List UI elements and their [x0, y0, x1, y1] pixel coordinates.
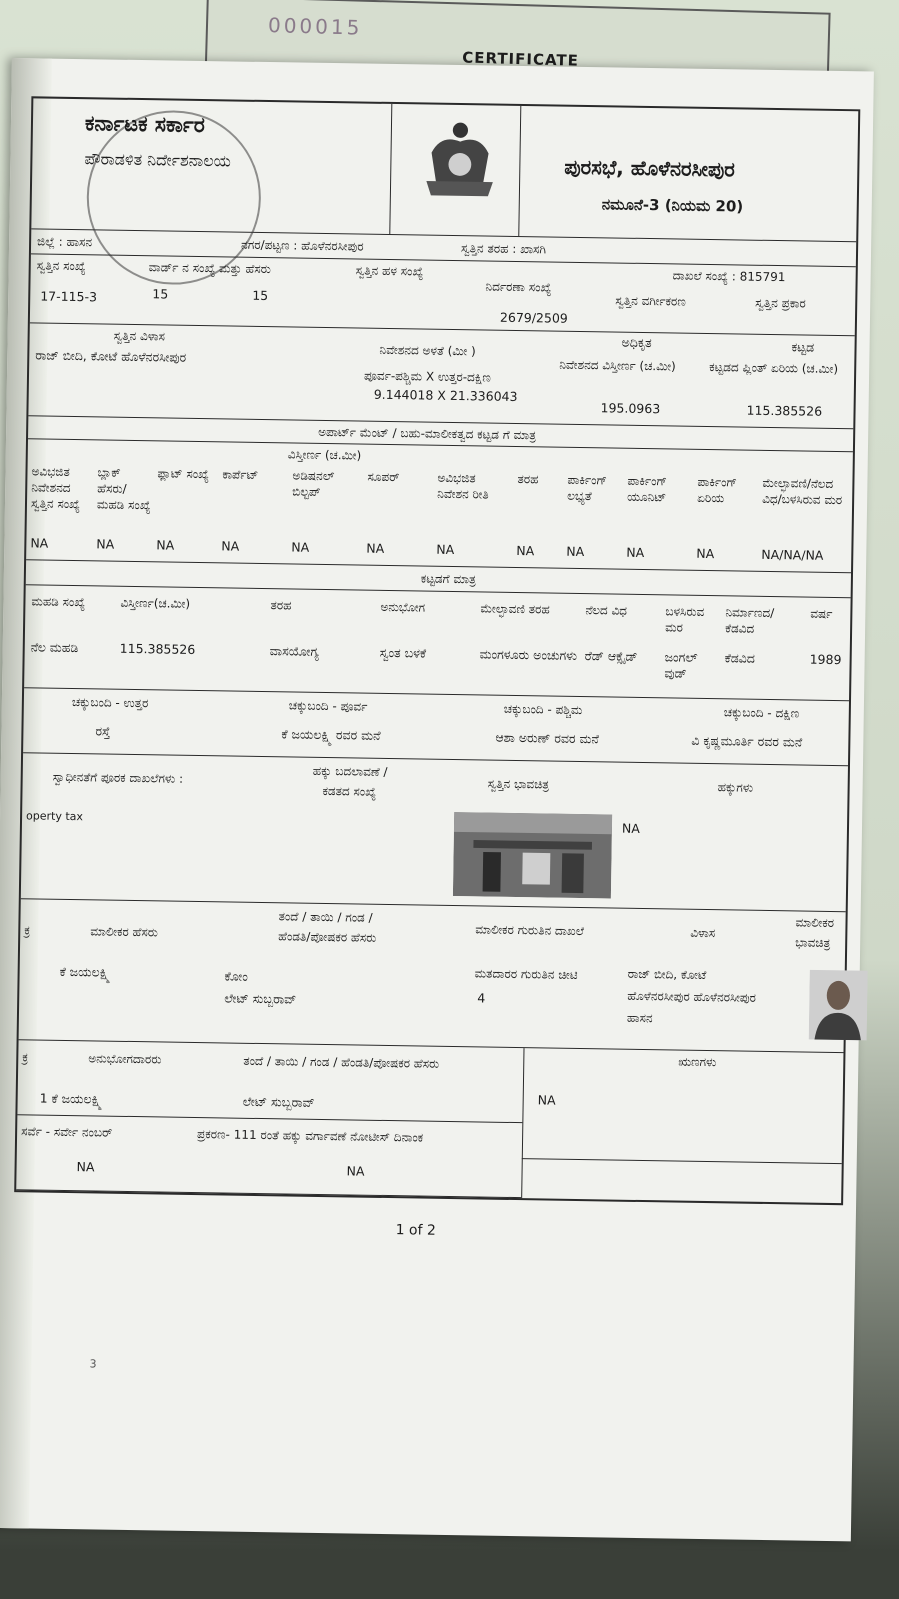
owner-id-label: ಮಾಲೀಕರ ಗುರುತಿನ ದಾಖಲೆ — [475, 922, 585, 939]
dims-direction: ಪೂರ್ವ-ಪಶ್ಚಿಮ X ಉತ್ತರ-ದಕ್ಷಿಣ — [363, 368, 491, 385]
municipality-name: ಪುರಸಭೆ, ಹೊಳೆನರಸೀಪುರ — [564, 154, 736, 182]
building-value-cell: ಕೆಡವಿದ — [724, 650, 756, 666]
ward-label: ವಾರ್ಡ್ ನ ಸಂಖ್ಯೆ ಮತ್ತು ಹೆಸರು — [148, 260, 271, 277]
building-header-cell: ಬಳಸಿರುವ ಮರ — [665, 604, 705, 635]
north-label: ಚಕ್ಕುಬಂದಿ - ಉತ್ತರ — [71, 695, 149, 711]
building-header-cell: ಅನುಭೋಗ — [380, 599, 426, 615]
building-header-cell: ತರಹ — [270, 598, 292, 613]
reg-no: 2679/2509 — [499, 309, 568, 326]
document-page — [0, 58, 874, 1541]
apartment-header-cell: ಅವಿಭಜಿತ ನಿವೇಶನ ರೀತಿ — [437, 470, 489, 502]
survey-value: NA — [76, 1159, 95, 1175]
south-value: ವಿ ಕೃಷ್ಣಮೂರ್ತಿ ರವರ ಮನೆ — [691, 732, 803, 750]
owner-row — [19, 899, 846, 1053]
building-value-cell: 115.385526 — [119, 640, 196, 657]
owner-name: ಕೆ ಜಯಲಕ್ಷ್ಮಿ — [59, 963, 111, 980]
notice-value: NA — [346, 1163, 365, 1179]
apartment-header-cell: ತರಹ — [517, 471, 539, 487]
record-no-label: ದಾಖಲೆ ಸಂಖ್ಯೆ : 815791 — [672, 268, 786, 285]
building-value-cell: ಮಂಗಳೂರು ಅಂಚುಗಳು — [479, 646, 578, 663]
area-group-label: ವಿಸ್ತೀರ್ಣ (ಚ.ಮೀ) — [287, 447, 362, 463]
property-no-label: ಸ್ವತ್ತಿನ ಸಂಖ್ಯೆ — [36, 258, 86, 274]
building-header-cell: ನೆಲದ ವಿಧ — [585, 603, 628, 618]
west-label: ಚಕ್ಕುಬಂದಿ - ಪಶ್ಚಿಮ — [503, 701, 583, 718]
notice-label: ಪ್ರಕರಣ- 111 ರಂತೆ ಹಕ್ಕು ವರ್ಗಾವಣೆ ನೋಟೀಸ್ ದಿನಾಂಕ — [197, 1127, 424, 1145]
apartment-header-cell: ಕಾರ್ಪೆಟ್ — [222, 467, 259, 482]
certificate-number-top: 000015 — [267, 13, 363, 40]
apartment-value-cell: NA — [366, 540, 385, 556]
survey-label: ಸರ್ವೆ - ಸರ್ವೇ ನಂಬರ್ — [21, 1124, 113, 1140]
header-row — [31, 98, 858, 242]
west-value: ಆಶಾ ಅರುಣ್ ರವರ ಮನೆ — [495, 729, 599, 747]
owner-relation-label-1: ತಂದೆ / ತಾಯಿ / ಗಂಡ / — [278, 909, 373, 925]
city-label: ನಗರ/ಪಟ್ಟಣ : ಹೊಳೆನರಸೀಪುರ — [240, 237, 364, 254]
certificate-title: CERTIFICATE — [461, 48, 580, 70]
apartment-header-cell: ಅಡಿಷನಲ್ ಬಿಲ್ಟಪ್ — [292, 468, 335, 499]
owner-photo-label-2: ಭಾವಚಿತ್ರ — [795, 935, 831, 950]
owner-id-doc: ಮತದಾರರ ಗುರುತಿನ ಚೀಟಿ — [474, 966, 578, 982]
building-header-cell: ಮೇಲ್ಛಾವಣಿ ತರಹ — [480, 601, 550, 617]
building-value-cell: ಜಂಗಲ್ ವುಡ್ — [664, 649, 698, 681]
owner-photo-label-1: ಮಾಲೀಕರ — [795, 915, 835, 931]
site-area-value: 195.0963 — [600, 400, 661, 417]
owner-address-2: ಹೊಳೆನರಸೀಪುರ ಹೊಳೆನರಸೀಪುರ — [627, 988, 757, 1005]
occupant-relation-label: ತಂದೆ / ತಾಯಿ / ಗಂಡ / ಹೆಂಡತಿ/ಪೋಷಕರ ಹೆಸರು — [243, 1053, 440, 1071]
owner-relation-prefix: ಕೋಂ — [224, 968, 248, 984]
apartment-value-cell: NA — [626, 544, 645, 560]
owner-sl-label: ಕ್ರ — [24, 923, 31, 938]
building-value-cell: ನೆಲ ಮಹಡಿ — [30, 639, 79, 656]
owner-relation-label-2: ಹೆಂಡತಿ/ಪೋಷಕರ ಹೆಸರು — [278, 929, 377, 945]
apartment-header-cell: ಪಾರ್ಕಿಂಗ್ ಯೂನಿಟ್ — [627, 473, 668, 505]
owner-relation-name: ಲೇಟ್ ಸುಬ್ಬರಾವ್ — [224, 990, 297, 1007]
property-photo — [453, 812, 612, 898]
apartment-section-title: ಅಪಾರ್ಟ್ ಮೆಂಟ್ / ಬಹು-ಮಾಲೀಕತ್ವದ ಕಟ್ಟಡ ಗೆ ಮಾತ್ರ — [318, 424, 537, 443]
occupant-row — [16, 1040, 843, 1203]
category-label: ಸ್ವತ್ತಿನ ವರ್ಗೀಕರಣ — [615, 293, 686, 309]
apartment-header-cell: ಬ್ಲಾಕ್ ಹೆಸರು/ ಮಹಡಿ ಸಂಖ್ಯೆ — [96, 465, 151, 513]
address-row — [28, 323, 854, 429]
category-value: ಅಧಿಕೃತ — [621, 334, 652, 351]
kind-value: ಕಟ್ಟಡ — [791, 339, 815, 355]
building-value-cell: ವಾಸಯೋಗ್ಯ — [269, 643, 320, 659]
ward-name: 15 — [252, 287, 269, 304]
transfer-label-1: ಹಕ್ಕು ಬದಲಾವಣೆ / — [312, 763, 388, 779]
building-header-cell: ವರ್ಷ — [810, 606, 833, 621]
property-no: 17-115-3 — [40, 288, 98, 305]
apartment-header-cell: ಫ್ಲಾಟ್ ಸಂಖ್ಯೆ — [157, 466, 210, 482]
building-section-title: ಕಟ್ಟಡಗೆ ಮಾತ್ರ — [420, 571, 477, 587]
east-value: ಕೆ ಜಯಲಕ್ಷ್ಮಿ ರವರ ಮನೆ — [281, 726, 381, 743]
apartment-table — [26, 439, 853, 573]
apartment-header-cell: ಸೂಪರ್ — [367, 469, 400, 485]
apartment-value-cell: NA — [96, 536, 115, 552]
kind-label: ಸ್ವತ್ತಿನ ಪ್ರಕಾರ — [755, 295, 806, 311]
apartment-header-cell: ಮೇಲ್ಛಾವಣಿ/ನೆಲದ ವಿಧ/ಬಳಸಿರುವ ಮರ — [762, 475, 843, 508]
occupant-relation: ಲೇಟ್ ಸುಬ್ಬರಾವ್ — [242, 1093, 315, 1110]
reg-no-label: ನಿರ್ದರಣಾ ಸಂಖ್ಯೆ — [485, 279, 552, 295]
directorate-name: ಪೌರಾಡಳಿತ ನಿರ್ದೇಶನಾಲಯ — [84, 149, 231, 171]
south-label: ಚಕ್ಕುಬಂದಿ - ದಕ್ಷಿಣ — [723, 705, 800, 721]
form-number: ನಮೂನೆ-3 (ನಿಯಮ 20) — [601, 195, 744, 216]
building-value-cell: ಸ್ವಂತ ಬಳಕೆ — [379, 644, 427, 661]
occupant-name: 1 ಕೆ ಜಯಲಕ್ಷ್ಮಿ — [39, 1090, 103, 1107]
apartment-header-cell: ಪಾರ್ಕಿಂಗ್ ಏರಿಯ — [697, 474, 738, 506]
rights-label: ಹಕ್ಕುಗಳು — [717, 780, 754, 795]
dims-label: ನಿವೇಶನದ ಅಳತೆ (ಮೀ ) — [379, 342, 476, 359]
apartment-value-cell: NA — [156, 537, 175, 553]
apartment-value-cell: NA — [291, 539, 310, 555]
owner-address-3: ಹಾಸನ — [626, 1010, 653, 1026]
apartment-value-cell: NA — [516, 542, 535, 559]
owner-name-label: ಮಾಲೀಕರ ಹೆಸರು — [90, 924, 159, 940]
owner-photo — [809, 970, 868, 1041]
govt-name: ಕರ್ನಾಟಕ ಸರ್ಕಾರ — [84, 111, 206, 138]
building-table — [24, 585, 851, 701]
photo-value: NA — [621, 820, 640, 836]
loans-label: ಋಣಗಳು — [678, 1054, 717, 1070]
photo-label: ಸ್ವತ್ತಿನ ಭಾವಚಿತ್ರ — [487, 776, 550, 792]
apartment-value-cell: NA — [566, 543, 585, 560]
property-type-label: ಸ್ವತ್ತಿನ ತರಹ : ಖಾಸಗಿ — [460, 241, 547, 257]
district-label: ಜಿಲ್ಲೆ : ಹಾಸನ — [37, 234, 93, 250]
apartment-value-cell: NA — [436, 541, 455, 558]
building-header-cell: ನಿರ್ಮಾಣದ/ ಕೆಡವಿದ — [725, 605, 775, 636]
ids-row — [30, 254, 856, 336]
apartment-value-cell: NA — [696, 545, 715, 562]
building-value-cell: ರೆಡ್ ಆಕ್ಸೈಡ್ — [584, 648, 638, 664]
ward-no: 15 — [152, 286, 169, 302]
owner-id-no: 4 — [477, 990, 486, 1006]
occupant-label: ಅನುಭೋಗದಾರರು — [88, 1051, 162, 1067]
plinth-value: 115.385526 — [746, 402, 823, 419]
apartment-header-cell: ಅವಿಭಜಿತ ನಿವೇಶನದ ಸ್ವತ್ತಿನ ಸಂಖ್ಯೆ — [30, 464, 81, 512]
docs-value: operty tax — [25, 809, 84, 824]
plinth-label: ಕಟ್ಟಡದ ಪ್ಲಿಂತ್ ಏರಿಯ (ಚ.ಮೀ) — [709, 359, 839, 377]
occupant-sl-label: ಕ್ರ — [22, 1050, 29, 1065]
owner-address-1: ರಾಜ್ ಬೀದಿ, ಕೋಟೆ — [627, 966, 707, 983]
building-header-cell: ವಿಸ್ತೀರ್ಣ(ಚ.ಮೀ) — [120, 595, 191, 611]
building-value-cell: 1989 — [809, 651, 842, 668]
loans-value: NA — [537, 1092, 556, 1108]
page-number: 1 of 2 — [395, 1222, 436, 1239]
transfer-label-2: ಕಡತದ ಸಂಖ್ಯೆ — [322, 783, 377, 799]
old-no-label: ಸ್ವತ್ತಿನ ಹಳ ಸಂಖ್ಯೆ — [355, 263, 424, 279]
documents-row — [21, 753, 848, 912]
page-mark: 3 — [89, 1357, 97, 1371]
east-label: ಚಕ್ಕುಬಂದಿ - ಪೂರ್ವ — [288, 698, 368, 714]
apartment-header-cell: ಪಾರ್ಕಿಂಗ್ ಲಭ್ಯತೆ — [567, 472, 608, 504]
site-area-label: ನಿವೇಶನದ ವಿಸ್ತೀರ್ಣ (ಚ.ಮೀ) — [559, 357, 676, 374]
address-label: ಸ್ವತ್ತಿನ ವಿಳಾಸ — [113, 328, 166, 344]
owner-address-label: ವಿಳಾಸ — [690, 925, 716, 941]
apartment-value-cell: NA — [221, 538, 240, 554]
north-value: ರಸ್ತೆ — [95, 723, 111, 739]
apartment-value-cell: NA/NA/NA — [761, 546, 824, 563]
building-header-cell: ಮಹಡಿ ಸಂಖ್ಯೆ — [31, 594, 86, 610]
apartment-value-cell: NA — [30, 535, 49, 551]
state-emblem — [412, 114, 508, 210]
property-address: ರಾಜ್ ಬೀದಿ, ಕೋಟೆ ಹೊಳೆನರಸೀಪುರ — [35, 347, 187, 365]
property-form — [14, 96, 860, 1205]
docs-label: ಸ್ವಾಧೀನತೆಗೆ ಪೂರಕ ದಾಖಲೆಗಳು : — [52, 769, 184, 786]
dims-value: 9.144018 X 21.336043 — [373, 386, 518, 404]
